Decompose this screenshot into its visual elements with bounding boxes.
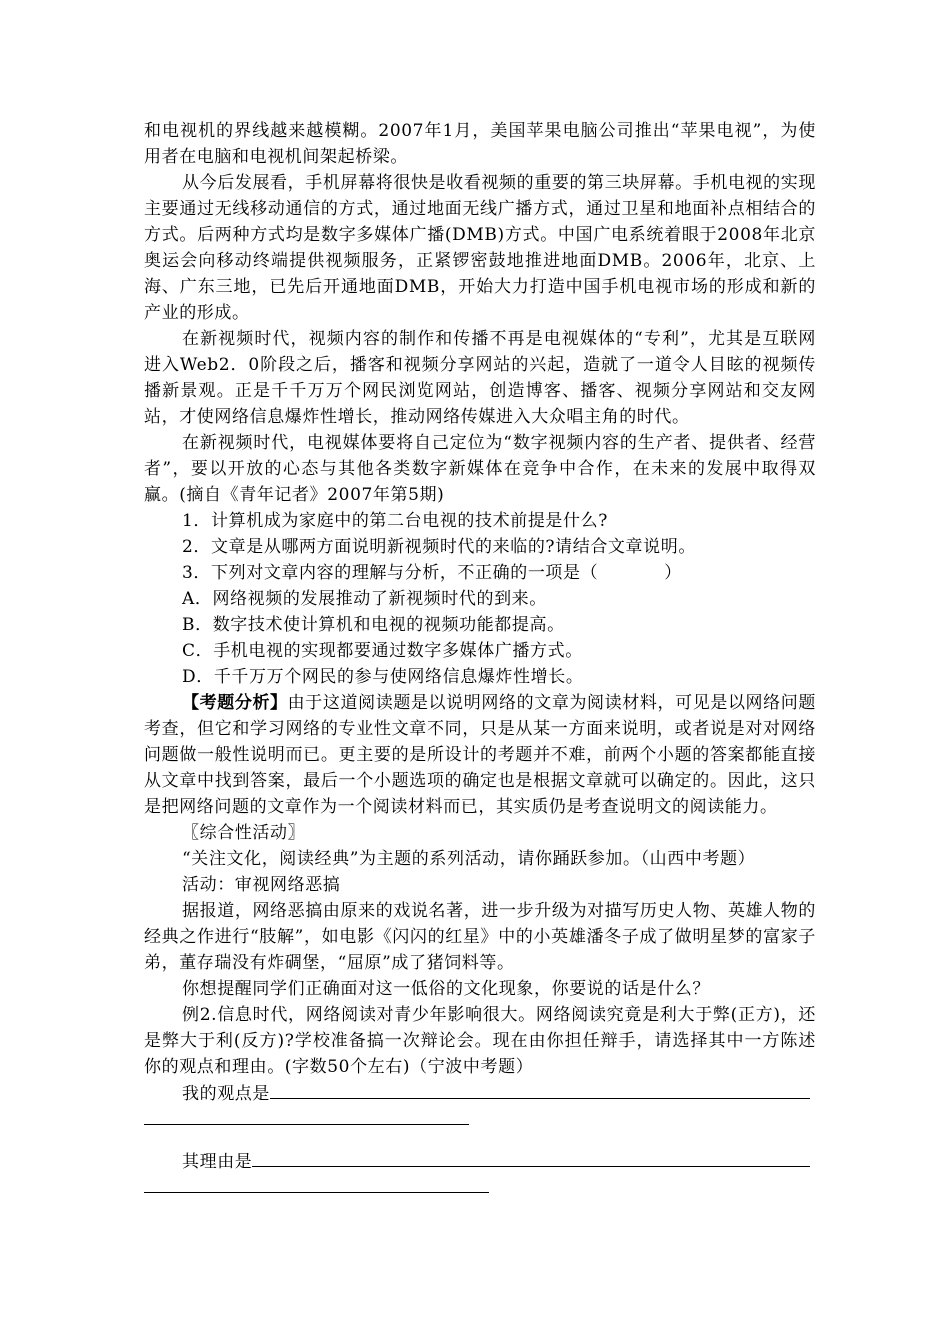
question-3-stem: 3．下列对文章内容的理解与分析，不正确的一项是（: [182, 563, 599, 583]
reason-continuation: [144, 1174, 816, 1200]
viewpoint-row: [144, 1080, 816, 1106]
viewpoint-label: 我的观点是: [182, 1084, 270, 1104]
question-3-close: ）: [664, 563, 682, 583]
activity-intro: “关注文化，阅读经典”为主题的系列活动，请你踊跃参加。（山西中考题）: [182, 849, 756, 869]
option-c: C．手机电视的实现都要通过数字多媒体广播方式。: [182, 641, 583, 661]
reason-blank-line-2[interactable]: [144, 1174, 489, 1193]
paragraph-web2: 在新视频时代，视频内容的制作和传播不再是电视媒体的“专利”，尤其是互联网进入Web2．0阶段之后，播客和视频分享网站的兴起，造就了一道令人目眩的视频传播新景观。正是千千万万个网民浏览网站，创造博客、播客、视频分享网站和交友网站，才使网络信息爆炸性增长，推动网络传媒进入大众唱主角的时代。: [144, 329, 816, 427]
viewpoint-blank-line[interactable]: [270, 1080, 810, 1099]
question-3: [144, 560, 816, 586]
reason-label: 其理由是: [182, 1152, 253, 1172]
activity-prompt: 你想提醒同学们正确面对这一低俗的文化现象，你要说的话是什么？: [182, 979, 710, 999]
document-page: [144, 118, 816, 1200]
analysis-paragraph: [144, 690, 816, 820]
question-2: 2．文章是从哪两方面说明新视频时代的来临的?请结合文章说明。: [182, 537, 696, 557]
option-d: D．千千万万个网民的参与使网络信息爆炸性增长。: [182, 667, 584, 687]
paragraph-positioning: 在新视频时代，电视媒体要将自己定位为“数字视频内容的生产者、提供者、经营者”，要以开放的心态与其他各类数字新媒体在竞争中合作，在未来的发展中取得双赢。(摘自《青年记者》2007年第5期): [144, 433, 816, 505]
reason-row: [144, 1148, 816, 1174]
spacer: [144, 1132, 816, 1148]
paragraph-mobile-tv: 从今后发展看，手机屏幕将很快是收看视频的重要的第三块屏幕。手机电视的实现主要通过无线移动通信的方式，通过地面无线广播方式，通过卫星和地面补点相结合的方式。后两种方式均是数字多媒体广播(DMB)方式。中国广电系统着眼于2008年北京奥运会向移动终端提供视频服务，正紧锣密鼓地推进地面DMB。2006年，北京、上海、广东三地，已先后开通地面DMB，开始大力打造中国手机电视市场的形成和新的产业的形成。: [144, 173, 816, 323]
activity-title: 活动：审视网络恶搞: [182, 875, 341, 895]
analysis-label: 【考题分析】: [182, 693, 288, 713]
activity-report: 据报道，网络恶搞由原来的戏说名著，进一步升级为对描写历史人物、英雄人物的经典之作进行“肢解”，如电影《闪闪的红星》中的小英雄潘冬子成了做明星梦的富家子弟，董存瑞没有炸碉堡，“屈原”成了猪饲料等。: [144, 901, 816, 973]
viewpoint-continuation: [144, 1106, 816, 1132]
example-2: 例2.信息时代，网络阅读对青少年影响很大。网络阅读究竟是利大于弊(正方)，还是弊大于利(反方)?学校准备搞一次辩论会。现在由你担任辩手，请选择其中一方陈述你的观点和理由。(字数50个左右)（宁波中考题）: [144, 1005, 816, 1077]
analysis-text: 由于这道阅读题是以说明网络的文章为阅读材料，可见是以网络问题考查，但它和学习网络的专业性文章不同，只是从某一方面来说明，或者说是对对网络问题做一般性说明而已。更主要的是所设计的考题并不难，前两个小题的答案都能直接从文章中找到答案，最后一个小题选项的确定也是根据文章就可以确定的。因此，这只是把网络问题的文章作为一个阅读材料而已，其实质仍是考查说明文的阅读能力。: [144, 693, 816, 817]
option-b: B．数字技术使计算机和电视的视频功能都提高。: [182, 615, 565, 635]
reason-blank-line[interactable]: [252, 1148, 810, 1167]
activity-heading: 〖综合性活动〗: [182, 823, 306, 843]
option-a: A．网络视频的发展推动了新视频时代的到来。: [182, 589, 547, 609]
question-1: 1．计算机成为家庭中的第二台电视的技术前提是什么?: [182, 511, 608, 531]
paragraph-continued: 和电视机的界线越来越模糊。2007年1月，美国苹果电脑公司推出“苹果电视”，为使用者在电脑和电视机间架起桥梁。: [144, 121, 816, 167]
viewpoint-blank-line-2[interactable]: [144, 1106, 469, 1125]
